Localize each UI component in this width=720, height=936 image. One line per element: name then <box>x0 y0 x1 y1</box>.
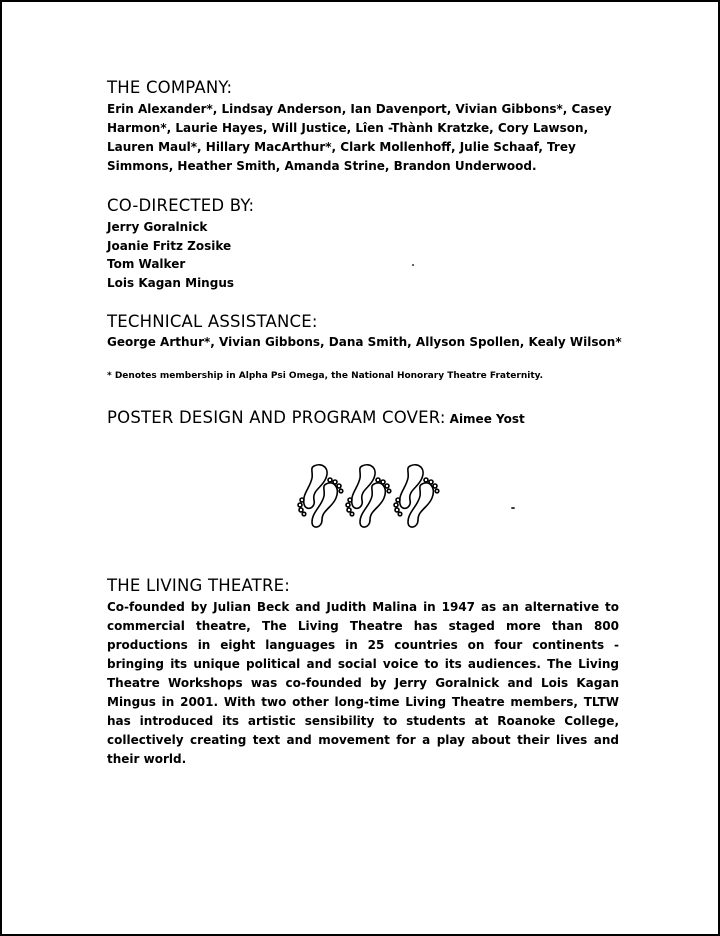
director-name: Joanie Fritz Zosike <box>107 238 232 253</box>
living-theatre-body: Co-founded by Julian Beck and Judith Malina in 1947 as an alternative to commercial theatre, The Living Theatre has staged more than 800 productions in eight languages in 25 countries on four continents - bringing its unique political and social voice to its audiences. The Living Theatre Workshops was co-founded by Jerry Goralnick and Lois Kagan Mingus in 2001. With two other long-time Living Theatre members, TLTW has introduced its artistic sensibility to students at Roanoke College, collectively creating text and movement for a play about their lives and their world. <box>107 600 619 766</box>
company-section <box>107 78 622 176</box>
technical-section <box>107 312 622 352</box>
director-name: Tom Walker <box>107 257 186 271</box>
poster-section <box>107 408 667 427</box>
footnote-section <box>107 371 622 381</box>
living-theatre-heading: THE LIVING THEATRE: <box>107 576 290 595</box>
scan-speck <box>511 507 515 509</box>
directors-section <box>107 196 622 292</box>
director-name: Jerry Goralnick <box>107 220 208 234</box>
director-name: Lois Kagan Mingus <box>107 275 235 290</box>
footprints-icon <box>292 460 442 536</box>
poster-designer: Aimee Yost <box>449 412 525 426</box>
living-theatre-section <box>107 576 619 769</box>
company-members: Erin Alexander*, Lindsay Anderson, Ian Davenport, Vivian Gibbons*, Casey Harmon*, Laurie Hayes, Will Justice, Lîen -Thành Kratzke, Cory Lawson, Lauren Maul*, Hillary MacArthur*, Clark Mollenhoff, Julie Schaaf, Trey Simmons, Heather Smith, Amanda Strine, Brandon Underwood. <box>107 102 612 173</box>
footnote-text: * Denotes membership in Alpha Psi Omega, the National Honorary Theatre Fraternity. <box>107 371 544 381</box>
directors-list <box>107 218 622 292</box>
scan-speck <box>412 264 414 266</box>
technical-names: George Arthur*, Vivian Gibbons, Dana Smith, Allyson Spollen, Kealy Wilson* <box>107 335 622 349</box>
directors-heading: CO-DIRECTED BY: <box>107 196 255 215</box>
technical-heading: TECHNICAL ASSISTANCE: <box>107 312 318 331</box>
company-heading: THE COMPANY: <box>107 78 233 97</box>
poster-heading: POSTER DESIGN AND PROGRAM COVER: <box>107 408 446 427</box>
